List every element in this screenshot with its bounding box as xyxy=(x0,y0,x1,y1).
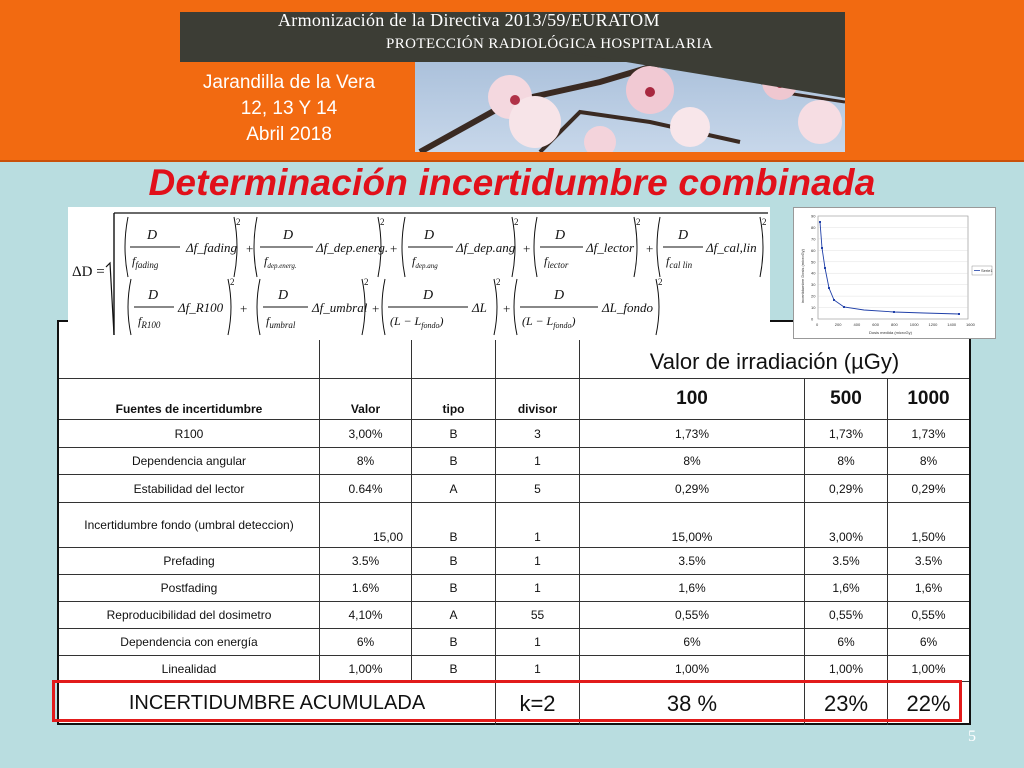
chart-x-tick: 200 xyxy=(834,322,842,327)
table-cell: 3,00% xyxy=(320,420,412,447)
table-cell: 1.6% xyxy=(320,575,412,601)
chart-y-tick: 30 xyxy=(811,282,816,288)
formula-numerator: D xyxy=(283,228,294,243)
table-cell: 1 xyxy=(496,448,580,474)
chart-y-tick: 20 xyxy=(811,293,816,299)
location-line: 12, 13 Y 14 xyxy=(240,98,338,119)
table-cell: 8% xyxy=(580,448,805,474)
uncertainty-table xyxy=(57,320,971,725)
table-cell: 3.5% xyxy=(914,554,943,568)
total-value-100: 38 % xyxy=(580,682,805,725)
svg-text:2: 2 xyxy=(762,217,767,227)
table-cell: 6% xyxy=(919,635,938,649)
formula-term: Δf_fading xyxy=(186,240,237,255)
table-row xyxy=(59,575,969,602)
source-cell: Postfading xyxy=(59,575,320,601)
table-cell: 8% xyxy=(805,448,888,474)
table-cell: A xyxy=(412,475,496,502)
chart-x-tick: 1000 xyxy=(909,322,919,327)
formula-term: $(L - L_{fondo})$ xyxy=(522,314,576,330)
formula-numerator: D xyxy=(278,288,289,303)
chart-x-tick: 600 xyxy=(872,322,879,327)
svg-text:+: + xyxy=(246,241,254,256)
chart-point xyxy=(893,311,895,313)
svg-text:2: 2 xyxy=(496,277,501,287)
table-cell: 1,50% xyxy=(911,530,946,544)
table-row xyxy=(59,629,969,656)
chart-point xyxy=(824,267,826,269)
formula-numerator: D xyxy=(678,228,689,243)
table-cell: 1,00% xyxy=(580,656,805,681)
formula-numerator: D xyxy=(424,228,435,243)
table-cell: 1,00% xyxy=(320,656,412,681)
formula-numerator: D xyxy=(554,288,565,303)
table-cell: B xyxy=(412,548,496,574)
table-cell: 1,6% xyxy=(805,575,888,601)
table-cell: 3 xyxy=(496,420,580,447)
svg-text:+: + xyxy=(523,241,531,256)
table-cell: 1 xyxy=(496,629,580,655)
table-row xyxy=(59,503,969,548)
table-row xyxy=(59,656,969,682)
formula-numerator: D xyxy=(148,288,159,303)
chart-point xyxy=(828,287,830,289)
formula-term: $f_{dep.energ.}$ xyxy=(264,254,297,270)
chart-y-tick: 10 xyxy=(811,305,816,311)
header-cell: Valor xyxy=(320,379,412,419)
table-row xyxy=(59,602,969,629)
table-cell: B xyxy=(412,656,496,681)
formula-term: ΔL xyxy=(472,300,487,315)
formula-term: $f_{R100}$ xyxy=(138,314,161,330)
table-cell: 0,29% xyxy=(805,475,888,502)
chart-point xyxy=(833,299,835,301)
chart-x-tick: 1400 xyxy=(947,322,957,327)
table-cell: B xyxy=(412,503,496,547)
chart-x-tick: 1200 xyxy=(928,322,938,327)
formula-numerator: D xyxy=(423,288,434,303)
svg-text:+: + xyxy=(503,301,511,316)
table-cell: 1,73% xyxy=(805,420,888,447)
header-cell: 500 xyxy=(805,379,888,419)
source-cell: Incertidumbre fondo (umbral deteccion) xyxy=(59,503,320,547)
formula-numerator: D xyxy=(147,228,158,243)
table-cell: 4,10% xyxy=(320,602,412,628)
table-cell: 0,55% xyxy=(580,602,805,628)
chart-y-tick: 70 xyxy=(811,236,816,242)
table-cell: B xyxy=(412,629,496,655)
table-cell: 15,00 xyxy=(320,503,412,547)
slide-title: Determinación incertidumbre combinada xyxy=(148,162,876,203)
table-cell: B xyxy=(412,575,496,601)
svg-text:+: + xyxy=(646,241,654,256)
table-cell: 1,73% xyxy=(580,420,805,447)
formula-term: $f_{dep.ang}$ xyxy=(412,254,438,270)
header-cell: Fuentes de incertidumbre xyxy=(59,379,320,419)
table-cell: 0,29% xyxy=(580,475,805,502)
table-cell: 5 xyxy=(496,475,580,502)
table-cell: 1 xyxy=(496,656,580,681)
page-number: 5 xyxy=(968,728,976,745)
total-value-1000: 22% xyxy=(906,690,951,716)
svg-text:2: 2 xyxy=(658,277,663,287)
table-cell: 1,00% xyxy=(911,661,946,676)
formula-term: $f_{cal lin}$ xyxy=(666,254,693,270)
source-cell: Prefading xyxy=(59,548,320,574)
formula-term: Δf_R100 xyxy=(178,300,224,315)
table-cell: 1 xyxy=(496,503,580,547)
chart-x-tick: 800 xyxy=(891,322,898,327)
svg-text:2: 2 xyxy=(364,277,369,287)
chart-xlabel: Dosis medida (microGy) xyxy=(869,330,912,335)
header-cell: tipo xyxy=(412,379,496,419)
table-cell: 0.64% xyxy=(320,475,412,502)
total-label: INCERTIDUMBRE ACUMULADA xyxy=(59,682,496,725)
svg-text:2: 2 xyxy=(636,217,641,227)
header-cell: divisor xyxy=(496,379,580,419)
chart-y-tick: 0 xyxy=(811,316,814,322)
table-cell: 1,73% xyxy=(911,426,946,441)
source-cell: Dependencia angular xyxy=(59,448,320,474)
formula-term: Δf_lector xyxy=(586,240,635,255)
header-cell: 100 xyxy=(580,379,805,419)
table-row xyxy=(59,448,969,475)
chart-point xyxy=(819,221,821,223)
table-cell: 6% xyxy=(580,629,805,655)
formula-term: Δf_cal,lin xyxy=(706,240,757,255)
formula-term: $(L - L_{fondo})$ xyxy=(390,314,444,330)
svg-text:+: + xyxy=(372,301,380,316)
formula-term: $f_{fading}$ xyxy=(132,254,159,270)
header-title: Armonización de la Directiva 2013/59/EURATOM xyxy=(278,10,660,30)
table-row xyxy=(59,475,969,503)
table-row xyxy=(59,420,969,448)
location-line: Jarandilla de la Vera xyxy=(202,72,376,93)
table-cell: 3.5% xyxy=(320,548,412,574)
table-row xyxy=(59,548,969,575)
table-cell: 8% xyxy=(320,448,412,474)
formula-term: $f_{umbral}$ xyxy=(266,314,296,330)
svg-text:+: + xyxy=(240,301,248,316)
svg-text:2: 2 xyxy=(230,277,235,287)
total-highlight-box xyxy=(52,680,962,722)
table-cell: 3.5% xyxy=(805,548,888,574)
formula-term: Δf_umbral xyxy=(312,300,368,315)
chart-y-tick: 40 xyxy=(811,270,816,276)
header-cell: 1000 xyxy=(907,388,950,409)
source-cell: Reproducibilidad del dosimetro xyxy=(59,602,320,628)
chart-x-tick: 0 xyxy=(816,322,819,327)
table-cell: 0,55% xyxy=(911,608,946,622)
chart-point xyxy=(958,313,960,315)
formula-term: $f_{lector}$ xyxy=(544,254,569,270)
total-value-500: 23% xyxy=(805,682,888,725)
chart-x-tick: 400 xyxy=(853,322,861,327)
table-cell: 3,00% xyxy=(805,503,888,547)
table-cell: 6% xyxy=(805,629,888,655)
svg-text:2: 2 xyxy=(514,217,519,227)
chart-y-tick: 90 xyxy=(811,213,816,219)
table-cell: 0,29% xyxy=(911,481,946,496)
combined-uncertainty-formula xyxy=(68,207,770,340)
svg-text:+: + xyxy=(390,241,398,256)
table-cell: 1,00% xyxy=(805,656,888,681)
source-cell: Estabilidad del lector xyxy=(59,475,320,502)
svg-text:2: 2 xyxy=(380,217,385,227)
chart-legend-label: Serie1 xyxy=(981,268,993,273)
svg-text:2: 2 xyxy=(236,217,241,227)
chart-y-tick: 60 xyxy=(811,247,816,253)
formula-term: Δf_dep.energ. xyxy=(316,240,389,255)
irradiation-group-header: Valor de irradiación (µGy) xyxy=(649,349,900,374)
chart-ylabel: incertidumbre Dosis (microGy) xyxy=(800,248,805,303)
table-cell: 15,00% xyxy=(580,503,805,547)
table-cell: A xyxy=(412,602,496,628)
header-subtitle: PROTECCIÓN RADIOLÓGICA HOSPITALARIA xyxy=(386,36,713,52)
table-cell: B xyxy=(412,420,496,447)
source-cell: Linealidad xyxy=(59,656,320,681)
table-header-row xyxy=(59,379,969,420)
total-k: k=2 xyxy=(496,682,580,725)
table-cell: 1 xyxy=(496,548,580,574)
table-cell: 6% xyxy=(320,629,412,655)
table-cell: 0,55% xyxy=(805,602,888,628)
table-cell: 55 xyxy=(496,602,580,628)
chart-point xyxy=(843,306,845,308)
formula-term: Δf_dep.ang xyxy=(456,240,516,255)
table-cell: 1 xyxy=(496,575,580,601)
table-cell: 1,6% xyxy=(580,575,805,601)
table-cell: 8% xyxy=(919,454,938,468)
formula-numerator: D xyxy=(555,228,566,243)
table-cell: 1,6% xyxy=(914,581,943,595)
chart-y-tick: 80 xyxy=(811,224,816,230)
source-cell: Dependencia con energía xyxy=(59,629,320,655)
header-banner xyxy=(0,0,1024,162)
chart-x-tick: 1600 xyxy=(966,322,975,327)
formula-lhs: ΔD = xyxy=(72,264,105,280)
table-cell: B xyxy=(412,448,496,474)
source-cell: R100 xyxy=(59,420,320,447)
chart-y-tick: 50 xyxy=(811,259,816,265)
table-cell: 3.5% xyxy=(580,548,805,574)
formula-term: ΔL_fondo xyxy=(602,300,653,315)
chart-point xyxy=(821,247,823,249)
location-line: Abril 2018 xyxy=(246,124,332,145)
header-location xyxy=(194,70,384,148)
uncertainty-mini-chart xyxy=(793,207,996,339)
